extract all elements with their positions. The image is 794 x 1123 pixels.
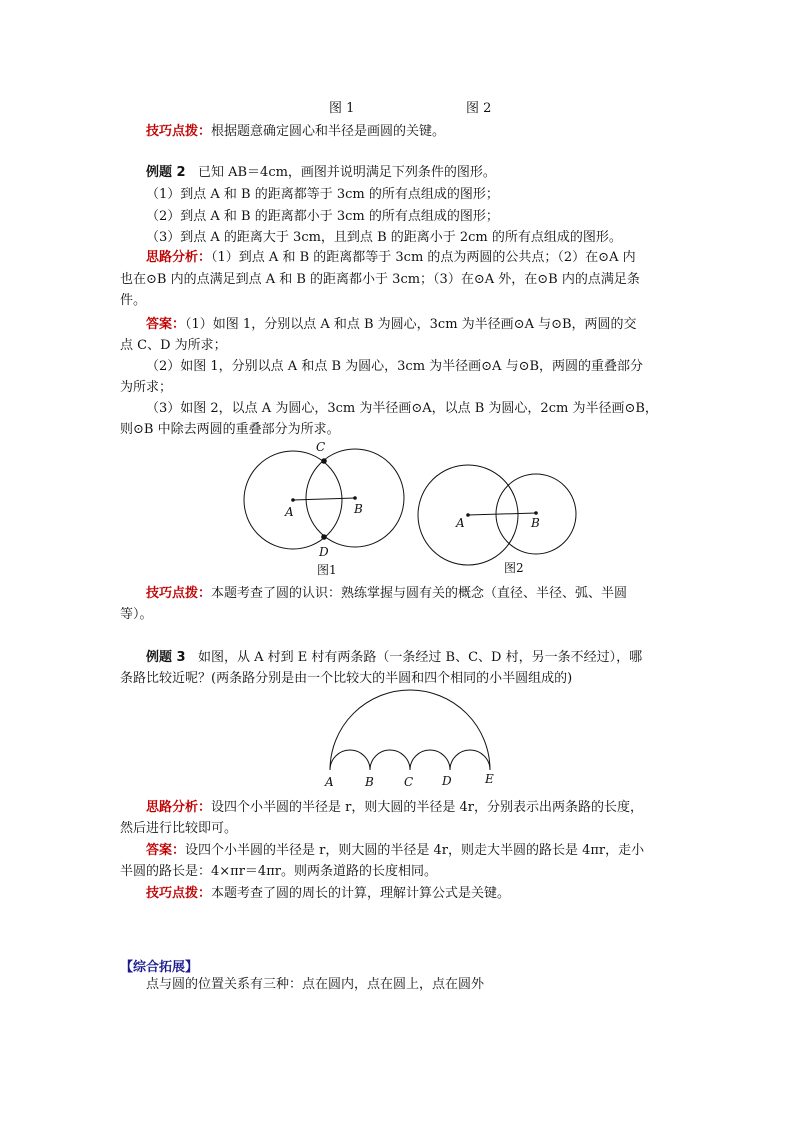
figure-2 xyxy=(418,465,576,575)
example3-analysis-text-1: 设四个小半圆的半径是 r，则大圆的半径是 4r，分别表示出两条路的长度， xyxy=(211,800,643,815)
point-a-fig1 xyxy=(291,498,295,502)
large-semicircle xyxy=(330,690,490,770)
label-d: D xyxy=(319,545,329,559)
example2-answer-line-4: 为所求； xyxy=(120,380,173,395)
example2-label: 例题 2 xyxy=(146,165,186,180)
example2-answer-label: 答案： xyxy=(146,317,186,332)
example2-analysis-text-1: （1）到点 A 和 B 的距离都等于 3cm 的点为两圆的公共点；（2）在⊙A 内 xyxy=(211,250,636,265)
example3-label: 例题 3 xyxy=(146,650,186,665)
example2-answer-text-1: （1）如图 1，分别以点 A 和点 B 为圆心，3cm 为半径画⊙A 与⊙B，两圆的交 xyxy=(185,317,637,332)
example2-item-2: （2）到点 A 和 B 的距离都小于 3cm 的所有点组成的图形； xyxy=(146,209,499,224)
label-c: C xyxy=(316,440,326,454)
example3-answer-line-2: 半圆的路长是：4×πr＝4πr。则两条道路的长度相同。 xyxy=(120,864,437,879)
small-semicircle-4 xyxy=(450,750,490,770)
example3-answer-text-1: 设四个小半圆的半径是 r，则大圆的半径是 4r，则走大半圆的路长是 4πr，走小 xyxy=(185,843,645,858)
example2-answer-line-3: （2）如图 1，分别以点 A 和点 B 为圆心，3cm 为半径画⊙A 与⊙B，两圆的重叠部分 xyxy=(146,359,644,374)
point-d xyxy=(321,534,327,540)
example2-item-3: （3）到点 A 的距离大于 3cm，且到点 B 的距离小于 2cm 的所有点组成的图形。 xyxy=(146,230,622,245)
small-semicircle-3 xyxy=(410,750,450,770)
village-label-c: C xyxy=(404,775,414,789)
village-label-a: A xyxy=(325,775,334,789)
point-c xyxy=(321,458,327,464)
example3-stem-text-1: 如图，从 A 村到 E 村有两条路（一条经过 B、C、D 村，另一条不经过），哪 xyxy=(197,650,643,665)
example3-stem-line-1 xyxy=(146,649,642,667)
example2-answer-line-5: （3）如图 2，以点 A 为圆心，3cm 为半径画⊙A，以点 B 为圆心，2cm 为半径画⊙B， xyxy=(146,401,658,416)
extension-title: 【综合拓展】 xyxy=(120,960,199,975)
village-label-d: D xyxy=(442,774,452,788)
example2-tip-label: 技巧点拨： xyxy=(146,586,212,601)
example3-stem-line-2: 条路比较近呢？(两条路分别是由一个比较大的半圆和四个相同的小半圆组成的) xyxy=(120,671,573,686)
example2-tip-text-1: 本题考查了圆的认识：熟练掌握与圆有关的概念（直径、半径、弧、半圆 xyxy=(211,586,628,601)
example2-answer-line-2: 点 C、D 为所求； xyxy=(120,338,227,353)
example3-tip xyxy=(146,885,510,903)
example3-analysis-line-1 xyxy=(146,799,643,817)
village-label-b: B xyxy=(365,775,374,789)
segment-ab-fig1 xyxy=(293,498,355,500)
point-b-fig2 xyxy=(534,511,538,515)
example2-analysis-line-3: 件。 xyxy=(120,293,147,308)
example2-item-1: （1）到点 A 和 B 的距离都等于 3cm 的所有点组成的图形； xyxy=(146,187,499,202)
example3-tip-label: 技巧点拨： xyxy=(146,886,212,901)
example3-answer-line-1 xyxy=(146,842,644,860)
example3-answer-label: 答案： xyxy=(146,843,186,858)
example2-answer-line-6: 则⊙B 中除去两圆的重叠部分为所求。 xyxy=(120,422,340,437)
figure-1 xyxy=(244,440,404,577)
extension-text: 点与圆的位置关系有三种：点在圆内，点在圆上，点在圆外 xyxy=(146,977,485,992)
figure-example3 xyxy=(324,690,494,789)
label-a-fig1: A xyxy=(285,505,294,519)
small-semicircle-1 xyxy=(330,750,370,770)
example3-analysis-line-2: 然后进行比较即可。 xyxy=(120,821,238,836)
top-caption-fig1: 图 1 xyxy=(329,101,355,116)
small-semicircle-2 xyxy=(370,750,410,770)
caption-fig1: 图1 xyxy=(317,563,337,577)
point-a-fig2 xyxy=(466,513,470,517)
village-label-e: E xyxy=(485,772,494,786)
tip1-label: 技巧点拨： xyxy=(146,124,212,139)
example2-analysis-label: 思路分析： xyxy=(146,250,212,265)
caption-fig2: 图2 xyxy=(504,561,524,575)
point-b-fig1 xyxy=(353,496,357,500)
example2-tip-line-1 xyxy=(146,585,627,603)
example2-stem-text: 已知 AB＝4cm，画图并说明满足下列条件的图形。 xyxy=(197,165,496,180)
example2-analysis-line-2: 也在⊙B 内的点满足到点 A 和 B 的距离都小于 3cm；（3）在⊙A 外，在⊙B 内的点满足条 xyxy=(120,272,640,287)
example2-tip-line-2: 等）。 xyxy=(120,607,153,622)
label-b-fig2: B xyxy=(531,516,540,530)
label-b-fig1: B xyxy=(354,502,363,516)
segment-ab-fig2 xyxy=(468,513,536,515)
example3-tip-text: 本题考查了圆的周长的计算，理解计算公式是关键。 xyxy=(211,886,511,901)
top-caption-fig2: 图 2 xyxy=(466,101,492,116)
example3-analysis-label: 思路分析： xyxy=(146,800,212,815)
label-a-fig2: A xyxy=(456,516,465,530)
tip1-text: 根据题意确定圆心和半径是画圆的关键。 xyxy=(211,124,446,139)
